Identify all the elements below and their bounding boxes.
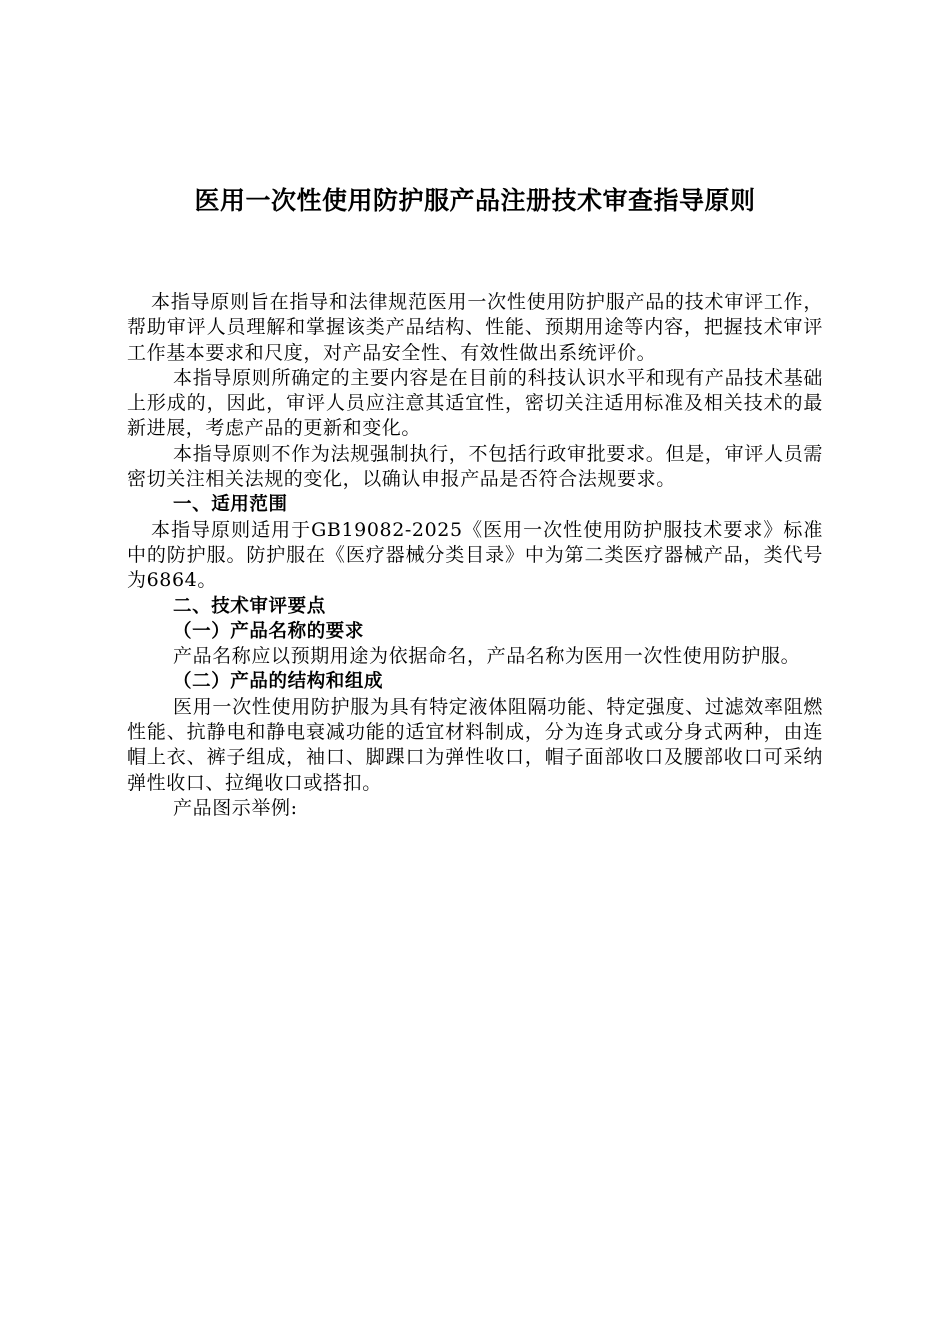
product-name-paragraph: 产品名称应以预期用途为依据命名，产品名称为医用一次性使用防护服。 — [173, 645, 801, 668]
structure-paragraph: 医用一次性使用防护服为具有特定液体阻隔功能、特定强度、过滤效率阻燃性能、抗静电和静电衰减功能的适宜材料制成，分为连身式或分身式两种，由连帽上衣、裤子组成，袖口、脚踝口为弹性收口，帽子面部收口及腰部收口可采纳弹性收口、拉绳收口或搭扣。 — [127, 695, 823, 794]
subsection-heading-structure: （二）产品的结构和组成 — [173, 671, 384, 693]
intro-paragraph-2: 本指导原则所确定的主要内容是在目前的科技认识水平和现有产品技术基础上形成的，因此，审评人员应注意其适宜性，密切关注适用标准及相关技术的最新进展，考虑产品的更新和变化。 — [127, 366, 823, 440]
scope-paragraph: 本指导原则适用于GB19082-2025《医用一次性使用防护服技术要求》标准中的防护服。防护服在《医疗器械分类目录》中为第二类医疗器械产品，类代号为6864。 — [127, 518, 823, 592]
figure-caption: 产品图示举例: — [173, 796, 298, 819]
intro-paragraph-3: 本指导原则不作为法规强制执行，不包括行政审批要求。但是，审评人员需密切关注相关法规的变化，以确认申报产品是否符合法规要求。 — [127, 442, 823, 491]
section-heading-scope: 一、适用范围 — [173, 494, 288, 516]
section-heading-review-points: 二、技术审评要点 — [173, 595, 326, 617]
intro-paragraph-1: 本指导原则旨在指导和法律规范医用一次性使用防护服产品的技术审评工作，帮助审评人员理解和掌握该类产品结构、性能、预期用途等内容，把握技术审评工作基本要求和尺度，对产品安全性、有效性做出系统评价。 — [127, 291, 823, 364]
subsection-heading-product-name: （一）产品名称的要求 — [173, 620, 365, 642]
document-title: 医用一次性使用防护服产品注册技术审查指导原则 — [194, 186, 756, 215]
document-body — [127, 290, 823, 821]
